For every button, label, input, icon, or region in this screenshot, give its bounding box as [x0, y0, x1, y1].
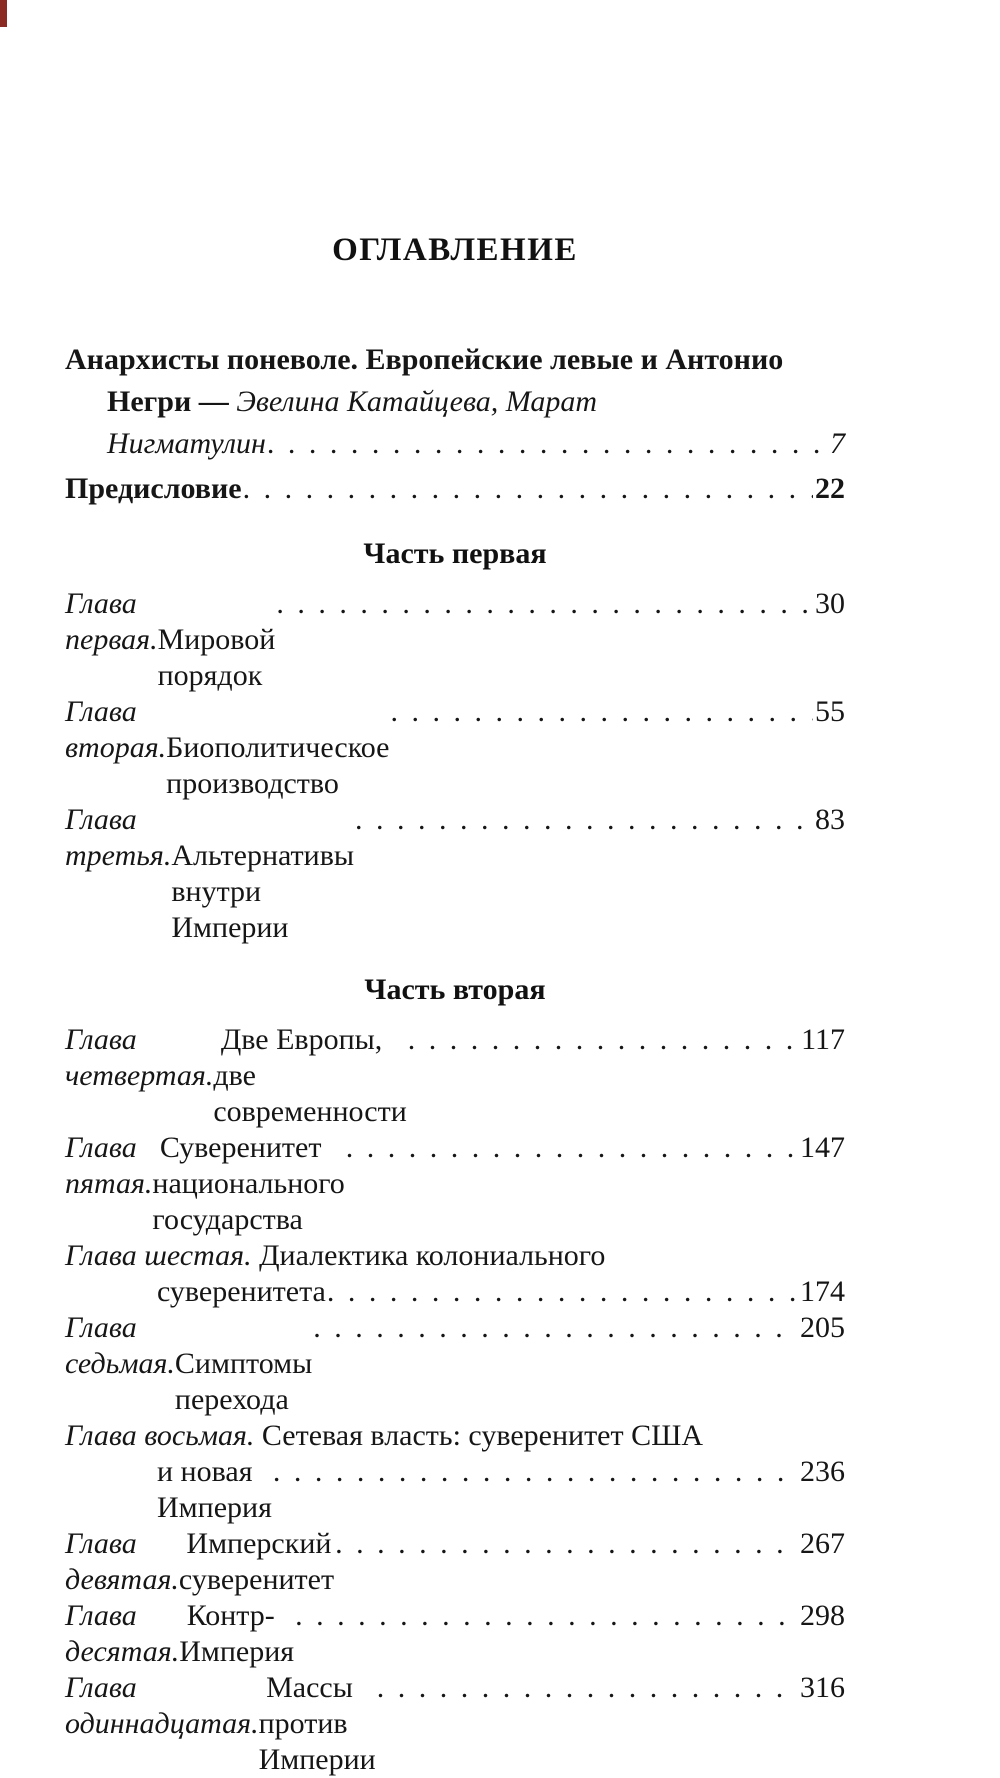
- dot-leader: [346, 1130, 798, 1166]
- toc-entry: [65, 339, 845, 465]
- entry-text: Глава девятая.: [65, 1527, 179, 1596]
- dot-leader: [313, 1310, 798, 1346]
- entry-text: Эвелина Катайцева, Марат: [236, 385, 598, 418]
- dot-leader: [267, 423, 828, 465]
- toc-front-matter: [65, 339, 845, 510]
- entry-text: Негри —: [107, 385, 237, 418]
- entry-text: и новая Империя: [157, 1455, 272, 1524]
- toc-entry: [65, 1418, 845, 1526]
- entry-text: Симптомы перехода: [174, 1311, 320, 1416]
- toc-line: [65, 586, 845, 694]
- entry-text: Мировой порядок: [157, 587, 283, 692]
- entry-text: Суверенитет национального государства: [152, 1131, 353, 1236]
- page-number: 298: [800, 1599, 845, 1632]
- entry-text: Глава первая.: [65, 587, 158, 656]
- toc-line: [65, 1670, 845, 1778]
- entry-text: Массы против Империи: [258, 1671, 384, 1776]
- page-number: 117: [801, 1023, 845, 1056]
- dot-leader: [273, 1454, 798, 1490]
- dot-leader: [335, 1526, 798, 1562]
- entry-text: Альтернативы внутри Империи: [171, 803, 362, 944]
- toc-line: [65, 1130, 845, 1238]
- entry-text: Имперский суверенитет: [178, 1527, 350, 1596]
- entry-text: Анархисты поневоле. Европейские левые и Антонио: [65, 343, 784, 376]
- toc-line: [65, 1238, 845, 1274]
- toc-entry: [65, 468, 845, 510]
- dot-leader: [276, 586, 813, 622]
- page-number: 83: [815, 803, 845, 836]
- entry-text: Диалектика колониального: [251, 1239, 606, 1272]
- dot-leader: [295, 1598, 798, 1634]
- toc-entry: [65, 802, 845, 946]
- toc-line: [157, 1274, 845, 1310]
- entry-text: Глава пятая.: [65, 1131, 153, 1200]
- toc-entry: [65, 1310, 845, 1418]
- toc-entry: [65, 1022, 845, 1130]
- toc-line: [65, 339, 845, 381]
- dot-leader: [390, 694, 813, 730]
- toc-entry: [65, 1238, 845, 1310]
- page-title: ОГЛАВЛЕНИЕ: [332, 232, 578, 268]
- entry-text: Глава третья.: [65, 803, 172, 872]
- page-number: 30: [815, 587, 845, 620]
- entry-text: Глава четвертая.: [65, 1023, 214, 1092]
- page-number: 174: [800, 1275, 845, 1308]
- page-number: 236: [800, 1455, 845, 1488]
- toc-line: [65, 694, 845, 802]
- entry-text: Две Европы, две современности: [213, 1023, 415, 1128]
- toc-line: [65, 1526, 845, 1598]
- entry-text: Контр-Империя: [179, 1599, 295, 1668]
- dot-leader: [355, 802, 813, 838]
- toc-entry: [65, 1130, 845, 1238]
- entry-text: Сетевая власть: суверенитет США: [254, 1419, 704, 1452]
- page-number: 55: [815, 695, 845, 728]
- entry-text: Предисловие: [65, 472, 242, 505]
- toc-line: [65, 468, 845, 510]
- page-number: 316: [800, 1671, 845, 1704]
- entry-text: Глава седьмая.: [65, 1311, 175, 1380]
- toc-entry: [65, 694, 845, 802]
- entry-text: Глава десятая.: [65, 1599, 180, 1668]
- entry-text: Биополитическое производство: [166, 695, 397, 800]
- section-entries: [65, 586, 845, 946]
- toc-line: [107, 423, 845, 465]
- toc-line: [65, 1022, 845, 1130]
- scan-edge-artifact: [0, 0, 7, 27]
- page-number: 205: [800, 1311, 845, 1344]
- toc-line: [65, 802, 845, 946]
- entry-text: суверенитета: [157, 1275, 334, 1308]
- dot-leader: [327, 1274, 798, 1310]
- toc-entry: [65, 1598, 845, 1670]
- dot-leader: [243, 468, 813, 510]
- page-number: 267: [800, 1527, 845, 1560]
- entry-text: Глава шестая.: [65, 1239, 252, 1272]
- page-number: 22: [815, 472, 845, 505]
- toc-line: [65, 1418, 845, 1454]
- toc-sections: [65, 537, 845, 1778]
- toc-entry: [65, 1526, 845, 1598]
- toc-entry: [65, 1670, 845, 1778]
- entry-text: Нигматулин: [107, 427, 266, 460]
- entry-text: Глава восьмая.: [65, 1419, 255, 1452]
- toc-line: [65, 1598, 845, 1670]
- toc-line: [157, 1454, 845, 1526]
- entry-text: Глава одиннадцатая.: [65, 1671, 259, 1740]
- page-number: 147: [800, 1131, 845, 1164]
- toc-entry: [65, 586, 845, 694]
- entry-text: Глава вторая.: [65, 695, 167, 764]
- page-number: 7: [830, 427, 845, 460]
- toc-line: [107, 381, 845, 423]
- section-heading: Часть первая: [363, 537, 547, 570]
- section-heading: Часть вторая: [364, 973, 546, 1006]
- dot-leader: [377, 1670, 798, 1706]
- toc-line: [65, 1310, 845, 1418]
- dot-leader: [408, 1022, 799, 1058]
- section-entries: [65, 1022, 845, 1778]
